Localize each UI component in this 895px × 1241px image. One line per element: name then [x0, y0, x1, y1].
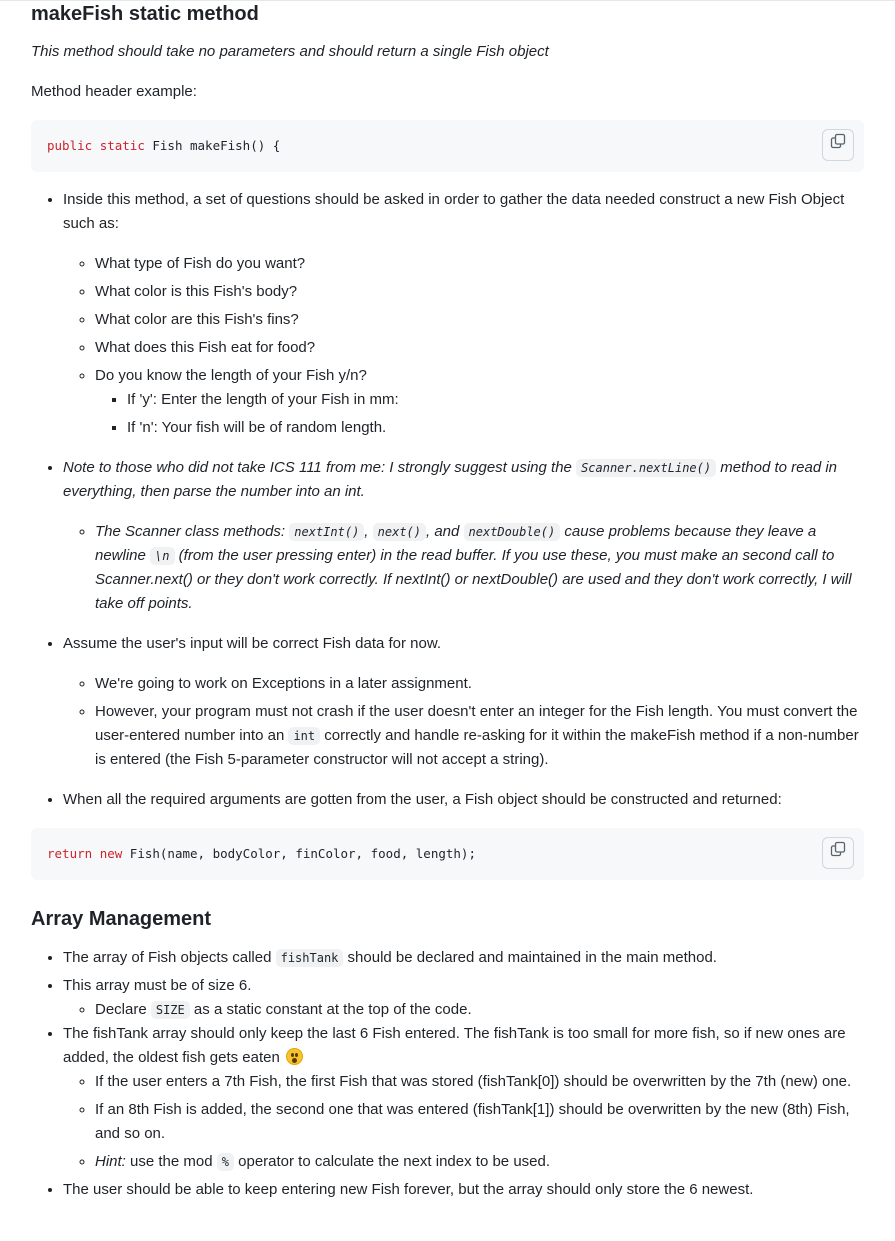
list-item — [63, 946, 864, 970]
note-text: method to read in everything, then parse the number into an int. — [63, 459, 838, 500]
inline-code: next() — [373, 523, 426, 541]
inline-code: nextDouble() — [464, 523, 561, 541]
copy-icon — [830, 841, 846, 865]
bullet-text: Inside this method, a set of questions should be asked in order to gather the data needed construct a new Fish Object such as: — [63, 191, 845, 232]
code-text: Fish makeFish() { — [144, 138, 281, 153]
inline-code: nextInt() — [289, 523, 364, 541]
length-options — [95, 388, 864, 440]
list-item: • The user should be able to keep entering new Fish forever, but the array should only store the 6 newest. — [63, 1178, 864, 1202]
code-keyword: return — [47, 846, 93, 861]
inline-code: % — [217, 1153, 234, 1171]
list-item — [95, 1150, 864, 1174]
list-item: • When all the required arguments are gotten from the user, a Fish object should be constructed and returned: — [63, 788, 864, 812]
list-item — [63, 188, 864, 440]
scanner-text: , and — [426, 523, 464, 540]
astonished-face-emoji-icon — [286, 1048, 303, 1065]
bullet-text: The fishTank array should only keep the last 6 Fish entered. The fishTank is too small for more fish, so if new ones are added, the oldest fish gets eaten — [63, 1025, 846, 1066]
list-item: ◦ What does this Fish eat for food? — [95, 336, 864, 360]
bullet-text: This array must be of size 6. — [63, 977, 252, 994]
however-text: However, your program must not crash if the user doesn't enter an integer for the Fish length. You must convert the user-entered number into an — [95, 703, 858, 744]
code-text: Fish(name, bodyColor, finColor, food, length); — [122, 846, 476, 861]
list-item — [95, 520, 864, 616]
scanner-text: (from the user pressing enter) in the read buffer. If you use these, you must make an second call to Scanner.next() or they don't work correctly. If nextInt() or nextDouble() are used and they don't work correctly, I will take off points. — [95, 547, 852, 612]
copy-button[interactable] — [822, 837, 854, 869]
section-title-makefish: makeFish static method — [31, 3, 259, 25]
inline-code: SIZE — [151, 1001, 190, 1019]
array-bullets — [31, 946, 864, 1202]
code-keyword: new — [99, 846, 123, 861]
copy-button[interactable] — [822, 129, 854, 161]
bullet-text: The array of Fish objects called — [63, 949, 276, 966]
scanner-text: , — [364, 523, 373, 540]
hint-text: operator to calculate the next index to be used. — [233, 1153, 551, 1170]
copy-icon — [830, 133, 846, 157]
bullet-text: should be declared and maintained in the main method. — [343, 949, 717, 966]
bullet-text: as a static constant at the top of the code. — [189, 1001, 472, 1018]
list-item — [95, 998, 864, 1022]
method-header-label: Method header example: — [31, 83, 197, 100]
inline-code: fishTank — [276, 949, 344, 967]
list-item: ◦ What type of Fish do you want? — [95, 252, 864, 276]
code-block-method-header — [31, 120, 864, 172]
list-item: ◦ If an 8th Fish is added, the second one that was entered (fishTank[1]) should be overwritten by the new (8th) Fish, and so on. — [95, 1098, 864, 1146]
list-item — [63, 974, 864, 1022]
hint-text: use the mod — [125, 1153, 217, 1170]
list-item: ◦ We're going to work on Exceptions in a later assignment. — [95, 672, 864, 696]
code-keyword: static — [99, 138, 145, 153]
scanner-text: The Scanner class methods: — [95, 523, 290, 540]
bullet-text: Assume the user's input will be correct Fish data for now. — [63, 635, 442, 652]
overwrite-sublist — [63, 1070, 864, 1174]
inline-code: int — [288, 727, 320, 745]
scanner-text: cause problems because they leave a newline — [95, 523, 817, 564]
bullet-text: Declare — [95, 1001, 151, 1018]
code-keyword: public — [47, 138, 93, 153]
code-block-return — [31, 828, 864, 880]
list-item — [63, 456, 864, 616]
page-content — [0, 1, 895, 1202]
list-item: ◦ What color are this Fish's fins? — [95, 308, 864, 332]
list-item — [95, 700, 864, 772]
scanner-list — [63, 520, 864, 616]
list-item — [63, 1022, 864, 1174]
list-item — [95, 364, 864, 440]
list-item: ▪ If 'y': Enter the length of your Fish in mm: — [127, 388, 864, 412]
list-item: ◦ What color is this Fish's body? — [95, 280, 864, 304]
hint-label: Hint: — [95, 1153, 126, 1170]
question-text: Do you know the length of your Fish y/n? — [95, 367, 367, 384]
inline-code: Scanner.nextLine() — [576, 459, 716, 477]
assume-sublist — [63, 672, 864, 772]
question-list — [63, 252, 864, 440]
however-text: correctly and handle re-asking for it within the makeFish method if a non-number is entered (the Fish 5-parameter constructor will not accept a string). — [95, 727, 859, 768]
size-sublist — [63, 998, 864, 1022]
list-item: ◦ If the user enters a 7th Fish, the first Fish that was stored (fishTank[0]) should be overwritten by the 7th (new) one. — [95, 1070, 864, 1094]
section-title-array-management: Array Management — [31, 908, 212, 930]
inline-code: \n — [150, 547, 174, 565]
makefish-bullets — [31, 188, 864, 812]
intro-text: This method should take no parameters and should return a single Fish object — [31, 43, 549, 60]
note-text: Note to those who did not take ICS 111 from me: I strongly suggest using the — [63, 459, 577, 476]
list-item — [63, 632, 864, 772]
list-item: ▪ If 'n': Your fish will be of random length. — [127, 416, 864, 440]
